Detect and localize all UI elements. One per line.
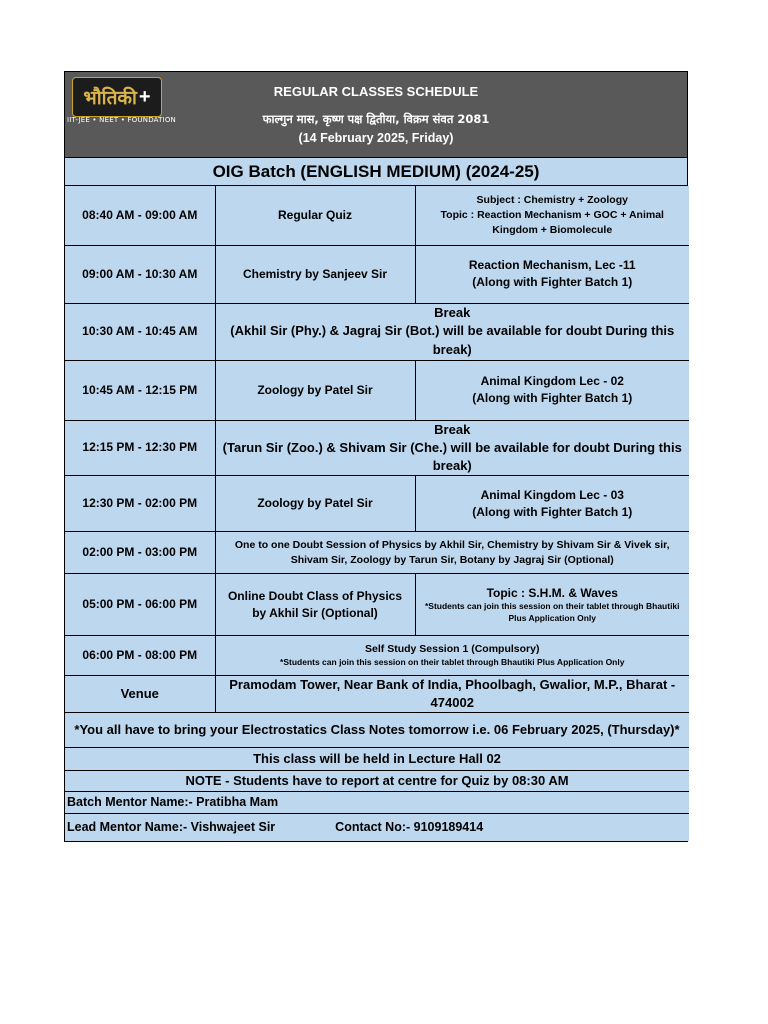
break-note: (Akhil Sir (Phy.) & Jagraj Sir (Bot.) will be available for doubt During this break) [230, 323, 675, 357]
table-row [65, 186, 689, 245]
break-title: Break [434, 305, 471, 321]
time-cell: 10:30 AM - 10:45 AM [65, 303, 215, 360]
mentor-row [65, 792, 689, 814]
hindi-date: फाल्गुन मास, कृष्ण पक्ष द्वितीया, विक्रम संवत 2081 [262, 112, 490, 126]
note-row [65, 771, 689, 792]
venue-row [65, 676, 689, 713]
venue-label: Venue [65, 676, 215, 713]
break-cell [215, 420, 689, 476]
batch-mentor: Batch Mentor Name:- Pratibha Mam [65, 792, 689, 814]
details-line: Animal Kingdom Lec - 02 [480, 374, 624, 389]
activity-cell: Regular Quiz [215, 186, 415, 245]
details-cell [415, 574, 689, 636]
table-row [65, 636, 689, 676]
tablet-note: *Students can join this session on their tablet through Bhautiki Plus Application Only [424, 601, 680, 623]
lead-mentor-cell [65, 814, 689, 841]
schedule-header [65, 72, 687, 158]
schedule-sheet [64, 71, 688, 842]
self-study-title: Self Study Session 1 (Compulsory) [365, 643, 540, 656]
activity-cell: Online Doubt Class of Physics by Akhil Sir (Optional) [215, 574, 415, 636]
table-row [65, 420, 689, 476]
batch-title: OIG Batch (ENGLISH MEDIUM) (2024-25) [65, 158, 687, 186]
lead-mentor: Lead Mentor Name:- Vishwajeet Sir [67, 819, 276, 834]
break-note: (Tarun Sir (Zoo.) & Shivam Sir (Che.) will be available for doubt During this break) [222, 439, 682, 473]
break-cell [215, 303, 689, 360]
time-cell: 02:00 PM - 03:00 PM [65, 532, 215, 574]
schedule-table [65, 186, 689, 841]
details-line: Topic : S.H.M. & Waves [486, 585, 618, 600]
break-title: Break [434, 421, 471, 437]
time-cell: 12:30 PM - 02:00 PM [65, 476, 215, 532]
details-line: Subject : Chemistry + Zoology [476, 194, 628, 207]
quiz-report-note: NOTE - Students have to report at centre for Quiz by 08:30 AM [65, 771, 689, 792]
time-cell: 10:45 AM - 12:15 PM [65, 360, 215, 420]
activity-cell: Zoology by Patel Sir [215, 360, 415, 420]
doubt-session-cell: One to one Doubt Session of Physics by Akhil Sir, Chemistry by Shivam Sir & Vivek sir, Shivam Sir, Zoology by Tarun Sir, Botany by Jagraj Sir (Optional) [215, 532, 689, 574]
note-row [65, 748, 689, 771]
time-cell: 12:15 PM - 12:30 PM [65, 420, 215, 476]
details-line: Animal Kingdom Lec - 03 [480, 487, 624, 502]
details-line: Reaction Mechanism, Lec -11 [468, 258, 636, 273]
logo-text: भौतिकी [83, 87, 137, 109]
table-row [65, 532, 689, 574]
time-cell: 05:00 PM - 06:00 PM [65, 574, 215, 636]
contact-number: Contact No:- 9109189414 [335, 819, 484, 834]
notes-reminder: *You all have to bring your Electrostatics Class Notes tomorrow i.e. 06 February 2025, (Thursday)* [65, 713, 689, 748]
table-row [65, 245, 689, 303]
details-line: (Along with Fighter Batch 1) [472, 275, 633, 289]
tablet-note: *Students can join this session on their tablet through Bhautiki Plus Application Only [280, 657, 625, 668]
table-row [65, 360, 689, 420]
time-cell: 09:00 AM - 10:30 AM [65, 245, 215, 303]
mentor-row [65, 814, 689, 841]
logo-tagline: IIT-JEE • NEET • FOUNDATION [67, 116, 176, 124]
note-row [65, 713, 689, 748]
logo-plus: + [138, 85, 151, 108]
table-row [65, 303, 689, 360]
lecture-hall-note: This class will be held in Lecture Hall 02 [65, 748, 689, 771]
details-line: Topic : Reaction Mechanism + GOC + Animal Kingdom + Biomolecule [440, 208, 664, 236]
venue-address: Pramodam Tower, Near Bank of India, Phoolbagh, Gwalior, M.P., Bharat - 474002 [215, 676, 689, 713]
time-cell: 08:40 AM - 09:00 AM [65, 186, 215, 245]
details-cell [415, 360, 689, 420]
brand-logo [72, 77, 162, 117]
time-cell: 06:00 PM - 08:00 PM [65, 636, 215, 676]
details-cell [415, 476, 689, 532]
details-cell [415, 186, 689, 245]
activity-cell: Zoology by Patel Sir [215, 476, 415, 532]
english-date: (14 February 2025, Friday) [298, 131, 454, 145]
activity-cell: Chemistry by Sanjeev Sir [215, 245, 415, 303]
details-cell [415, 245, 689, 303]
details-line: (Along with Fighter Batch 1) [472, 391, 633, 405]
self-study-cell [215, 636, 689, 676]
table-row [65, 476, 689, 532]
table-row [65, 574, 689, 636]
schedule-title: REGULAR CLASSES SCHEDULE [273, 84, 479, 99]
details-line: (Along with Fighter Batch 1) [472, 504, 633, 519]
